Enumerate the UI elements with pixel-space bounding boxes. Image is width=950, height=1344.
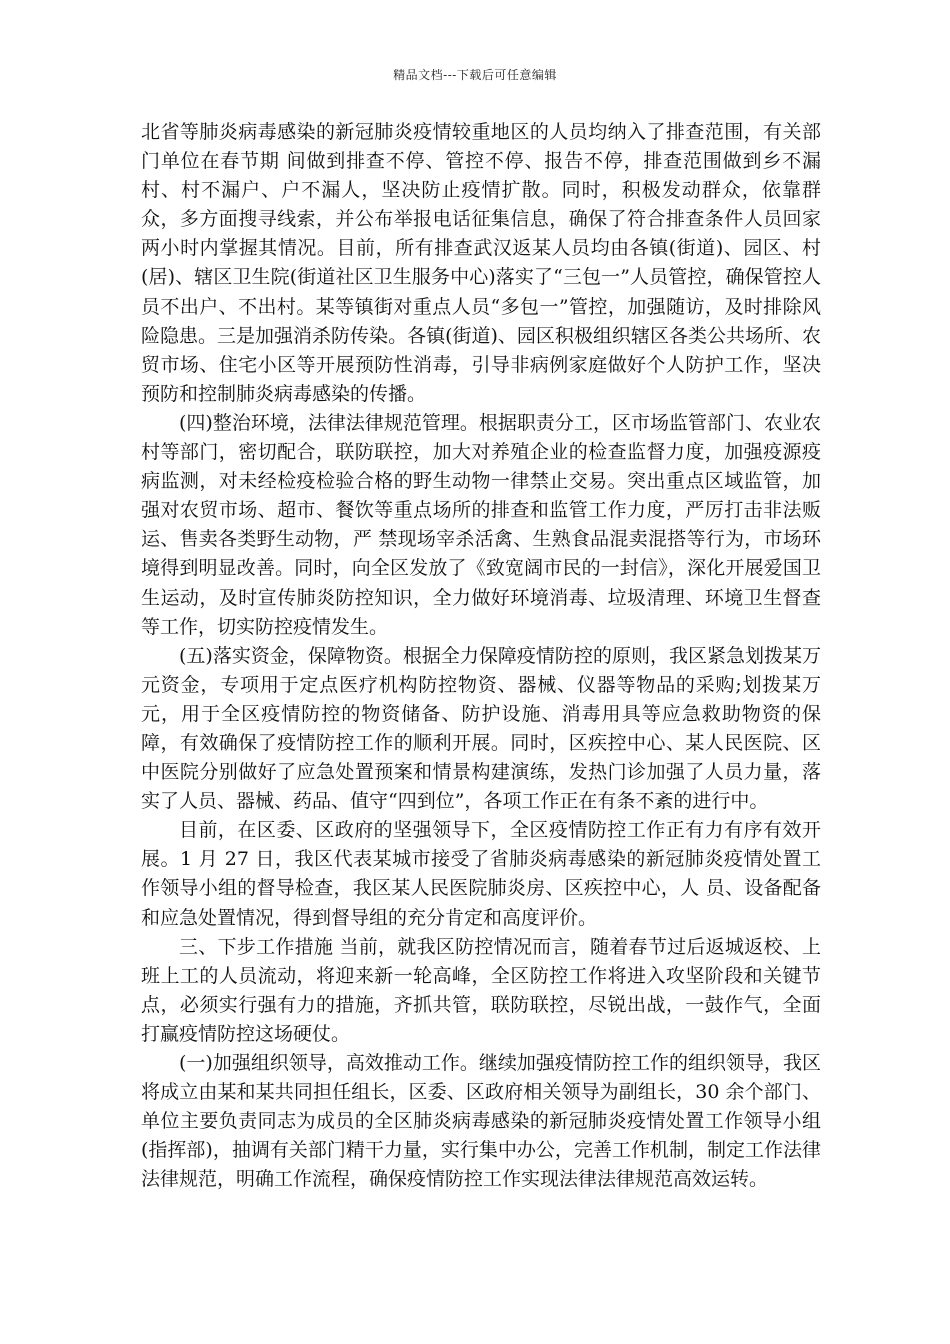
paragraph: 三、下步工作措施 当前，就我区防控情况而言，随着春节过后返城返校、上班上工的人员流动，将迎来新一轮高峰，全区防控工作将进入攻坚阶段和关键节点，必须实行强有力的措施，齐抓共管，联防联控，尽锐出战，一鼓作气，全面打赢疫情防控这场硬仗。: [141, 935, 821, 1045]
page-header: 精品文档---下载后可任意编辑: [393, 68, 557, 82]
paragraph: (五)落实资金，保障物资。根据全力保障疫情防控的原则，我区紧急划拨某万元资金，专项用于定点医疗机构防控物资、器械、仪器等物品的采购;划拨某万元，用于全区疫情防控的物资储备、防护设施、消毒用具等应急救助物资的保障，有效确保了疫情防控工作的顺利开展。同时，区疾控中心、某人民医院、区中医院分别做好了应急处置预案和情景构建演练，发热门诊加强了人员力量，落实了人员、器械、药品、值守“四到位”，各项工作正在有条不紊的进行中。: [141, 644, 821, 813]
paragraph: (四)整治环境，法律法律规范管理。根据职责分工，区市场监管部门、农业农村等部门，密切配合，联防联控，加大对养殖企业的检查监督力度，加强疫源疫病监测，对未经检疫检验合格的野生动物一律禁止交易。突出重点区域监管，加强对农贸市场、超市、餐饮等重点场所的排查和监管工作力度，严厉打击非法贩运、售卖各类野生动物，严 禁现场宰杀活禽、生熟食品混卖混搭等行为，市场环境得到明显改善。同时，向全区发放了《致宽阔市民的一封信》，深化开展爱国卫生运动，及时宣传肺炎防控知识，全力做好环境消毒、垃圾清理、环境卫生督查等工作，切实防控疫情发生。: [141, 411, 821, 638]
document-body: [141, 118, 821, 1194]
paragraph: 目前，在区委、区政府的坚强领导下，全区疫情防控工作正有力有序有效开展。1 月 27 日，我区代表某城市接受了省肺炎病毒感染的新冠肺炎疫情处置工作领导小组的督导检查，我区某人民医院肺炎房、区疾控中心，人 员、设备配备和应急处置情况，得到督导组的充分肯定和高度评价。: [141, 819, 821, 929]
paragraph: 北省等肺炎病毒感染的新冠肺炎疫情较重地区的人员均纳入了排查范围，有关部门单位在春节期 间做到排查不停、管控不停、报告不停，排查范围做到乡不漏村、村不漏户、户不漏人，坚决防止疫情扩散。同时，积极发动群众，依靠群众，多方面搜寻线索，并公布举报电话征集信息，确保了符合排查条件人员回家两小时内掌握其情况。目前，所有排查武汉返某人员均由各镇(街道)、园区、村(居)、辖区卫生院(街道社区卫生服务中心)落实了“三包一”人员管控，确保管控人员不出户、不出村。某等镇街对重点人员“多包一”管控，加强随访，及时排除风险隐患。三是加强消杀防传染。各镇(街道)、园区积极组织辖区各类公共场所、农贸市场、住宅小区等开展预防性消毒，引导非病例家庭做好个人防护工作，坚决预防和控制肺炎病毒感染的传播。: [141, 121, 821, 405]
paragraph: (一)加强组织领导，高效推动工作。继续加强疫情防控工作的组织领导，我区将成立由某和某共同担任组长，区委、区政府相关领导为副组长，30 余个部门、单位主要负责同志为成员的全区肺炎病毒感染的新冠肺炎疫情处置工作领导小组(指挥部)，抽调有关部门精干力量，实行集中办公，完善工作机制，制定工作法律法律规范，明确工作流程，确保疫情防控工作实现法律法律规范高效运转。: [141, 1052, 821, 1191]
